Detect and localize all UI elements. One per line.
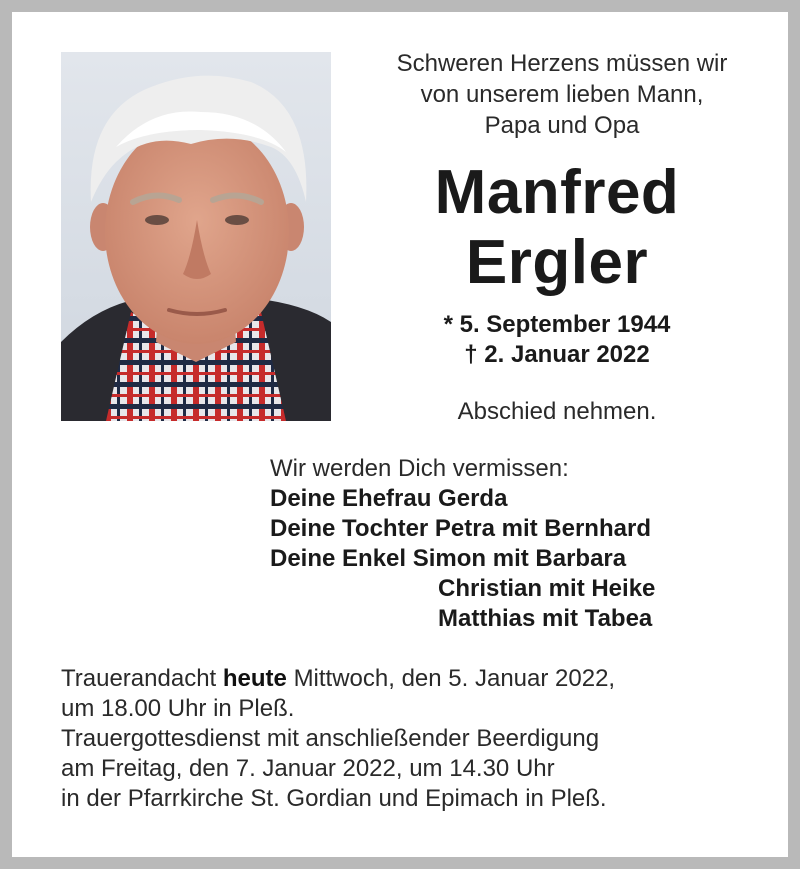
first-name: Manfred bbox=[434, 158, 680, 227]
mourner-line: Matthias mit Tabea bbox=[438, 605, 653, 632]
prayer-highlight: heute bbox=[222, 665, 287, 692]
deceased-name bbox=[357, 158, 757, 298]
prayer-prefix: Trauerandacht bbox=[61, 665, 217, 692]
obituary-card bbox=[12, 12, 788, 857]
intro-line: von unserem lieben Mann, bbox=[420, 81, 704, 108]
intro-line: Papa und Opa bbox=[484, 112, 640, 139]
mourner-line: Deine Tochter Petra mit Bernhard bbox=[270, 515, 651, 542]
mass-line: am Freitag, den 7. Januar 2022, um 14.30 Uhr bbox=[61, 755, 555, 782]
mass-line: in der Pfarrkirche St. Gordian und Epimach in Pleß. bbox=[61, 785, 607, 812]
mourner-line: Christian mit Heike bbox=[438, 575, 656, 602]
intro-line: Schweren Herzens müssen wir bbox=[396, 50, 728, 77]
mourners-list bbox=[270, 454, 770, 634]
service-info bbox=[61, 664, 761, 814]
prayer-suffix: Mittwoch, den 5. Januar 2022, bbox=[293, 665, 616, 692]
life-dates bbox=[357, 310, 757, 370]
birth-date: * 5. September 1944 bbox=[443, 311, 671, 338]
prayer-time: um 18.00 Uhr in Pleß. bbox=[61, 695, 295, 722]
farewell-text: Abschied nehmen. bbox=[457, 398, 657, 425]
mourner-line: Deine Ehefrau Gerda bbox=[270, 485, 508, 512]
mourners-intro: Wir werden Dich vermissen: bbox=[270, 455, 569, 482]
last-name: Ergler bbox=[465, 228, 649, 297]
death-date: † 2. Januar 2022 bbox=[464, 341, 650, 368]
intro-text bbox=[342, 48, 782, 141]
prayer-line bbox=[61, 664, 761, 694]
portrait-photo bbox=[61, 52, 331, 421]
mourner-line: Deine Enkel Simon mit Barbara bbox=[270, 545, 627, 572]
mass-line: Trauergottesdienst mit anschließender Beerdigung bbox=[61, 725, 600, 752]
